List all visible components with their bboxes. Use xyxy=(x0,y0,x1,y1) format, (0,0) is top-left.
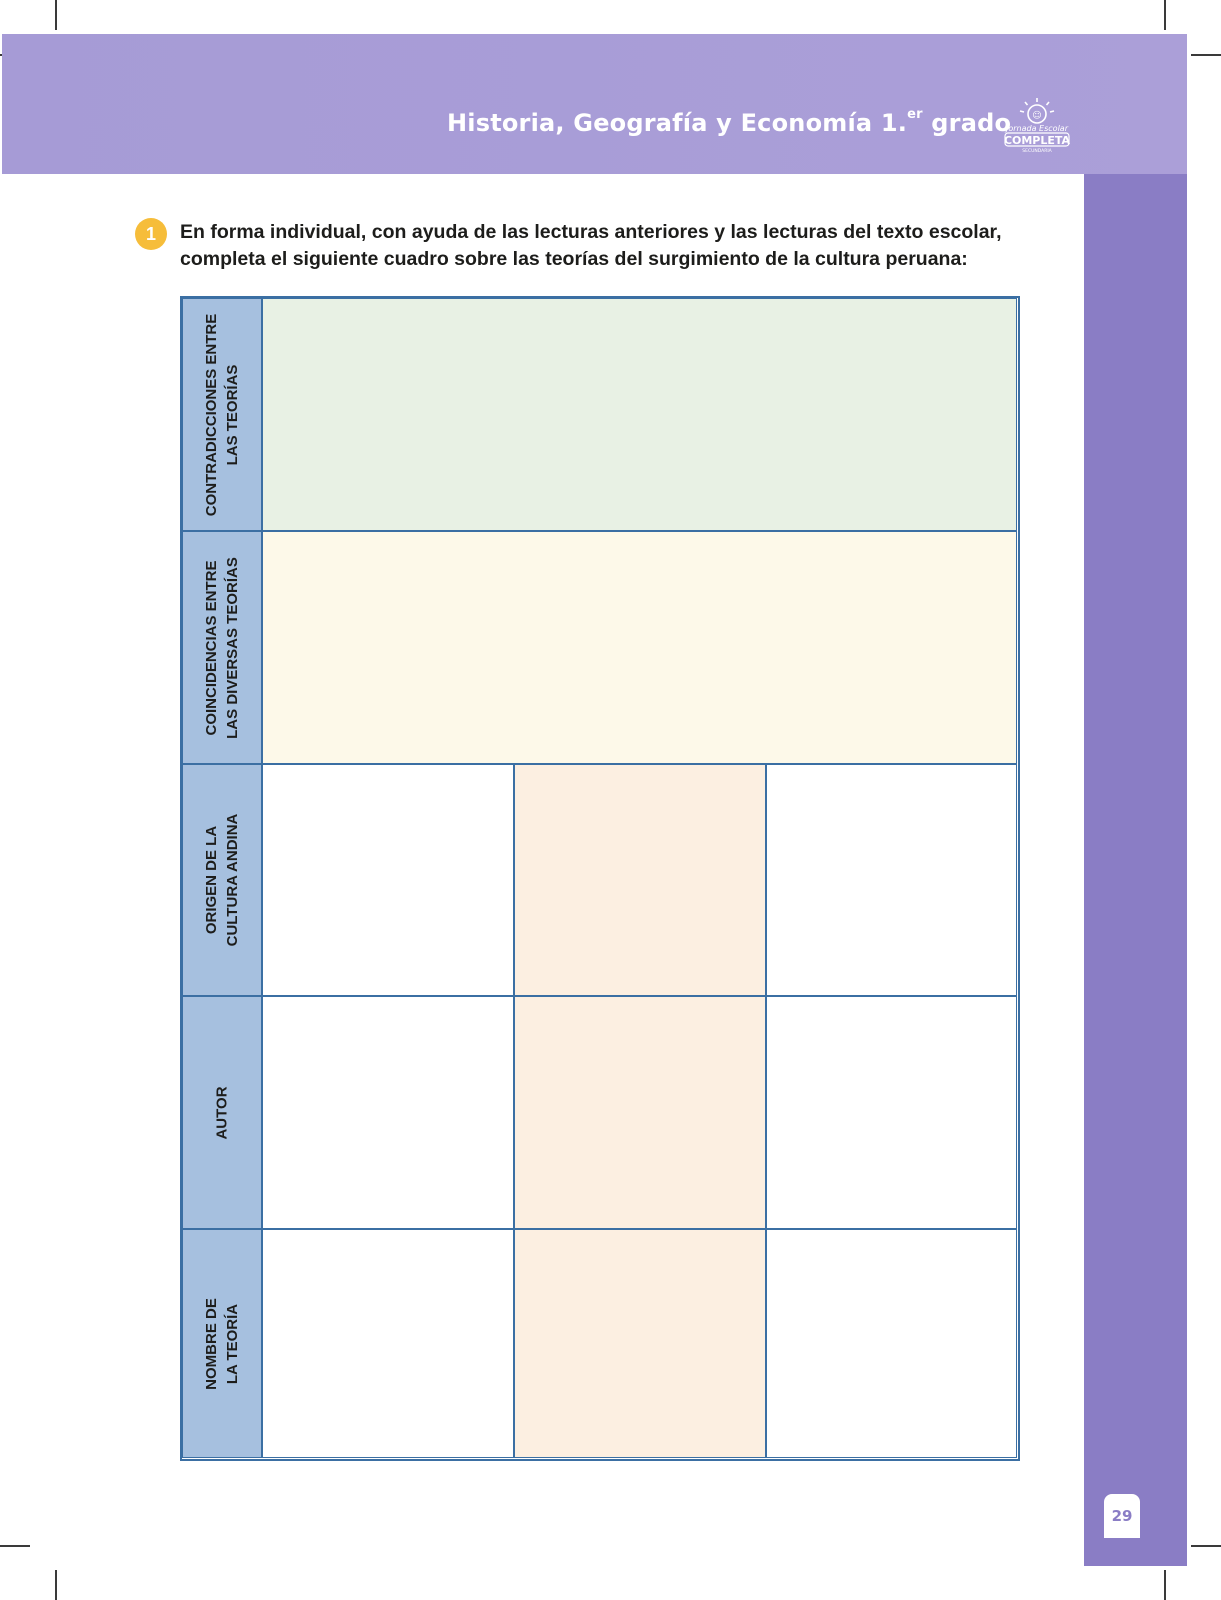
crop-mark xyxy=(1191,1545,1221,1547)
answer-cell-origen-3[interactable] xyxy=(766,764,1017,996)
row-header-nombre xyxy=(182,1229,262,1458)
activity-number-badge: 1 xyxy=(135,218,167,250)
answer-cell-origen-1[interactable] xyxy=(262,764,514,996)
row-header-label: NOMBRE DE xyxy=(203,1297,220,1390)
row-header-label: LA TEORÍA xyxy=(224,1303,241,1384)
svg-text:COMPLETA: COMPLETA xyxy=(1003,134,1071,147)
row-header-coincidencias xyxy=(182,531,262,764)
row-header-label: COINCIDENCIAS ENTRE xyxy=(203,559,220,736)
answer-cell-autor-1[interactable] xyxy=(262,996,514,1229)
jornada-escolar-logo xyxy=(996,96,1078,156)
crop-mark xyxy=(1164,1570,1166,1600)
crop-mark xyxy=(1164,0,1166,30)
page-title: Historia, Geografía y Economía 1.$^{er}$ grado xyxy=(447,107,1012,137)
row-header-origen xyxy=(182,764,262,996)
row-header-label: ORIGEN DE LA xyxy=(203,825,220,935)
row-header-label: CULTURA ANDINA xyxy=(224,813,241,947)
answer-cell-autor-2[interactable] xyxy=(514,996,766,1229)
row-header-autor xyxy=(182,996,262,1229)
activity-instruction: En forma individual, con ayuda de las lecturas anteriores y las lecturas del texto escolar, completa el siguiente cuadro sobre las teorías del surgimiento de la cultura peruana: xyxy=(180,221,1002,270)
row-header-contradicciones xyxy=(182,298,262,531)
answer-cell-origen-2[interactable] xyxy=(514,764,766,996)
svg-text:SECUNDARIA: SECUNDARIA xyxy=(1022,149,1052,154)
answer-cell-nombre-3[interactable] xyxy=(766,1229,1017,1458)
crop-mark xyxy=(55,0,57,30)
crop-mark xyxy=(55,1570,57,1600)
svg-text:Jornada Escolar: Jornada Escolar xyxy=(1006,124,1068,133)
theories-table xyxy=(180,296,1020,1461)
svg-text:☺: ☺ xyxy=(1032,111,1042,121)
page-number: 29 xyxy=(1104,1494,1140,1538)
answer-cell-autor-3[interactable] xyxy=(766,996,1017,1229)
crop-mark xyxy=(0,1545,30,1547)
row-header-label: LAS DIVERSAS TEORÍAS xyxy=(224,556,241,739)
side-bar xyxy=(1084,174,1187,1566)
answer-cell-nombre-1[interactable] xyxy=(262,1229,514,1458)
row-header-label: LAS TEORÍAS xyxy=(224,364,241,465)
row-header-label: AUTOR xyxy=(213,1085,231,1140)
answer-cell-contradicciones[interactable] xyxy=(262,298,1017,531)
answer-cell-coincidencias[interactable] xyxy=(262,531,1017,764)
answer-cell-nombre-2[interactable] xyxy=(514,1229,766,1458)
row-header-label: CONTRADICCIONES ENTRE xyxy=(203,313,220,516)
crop-mark xyxy=(1191,54,1221,56)
